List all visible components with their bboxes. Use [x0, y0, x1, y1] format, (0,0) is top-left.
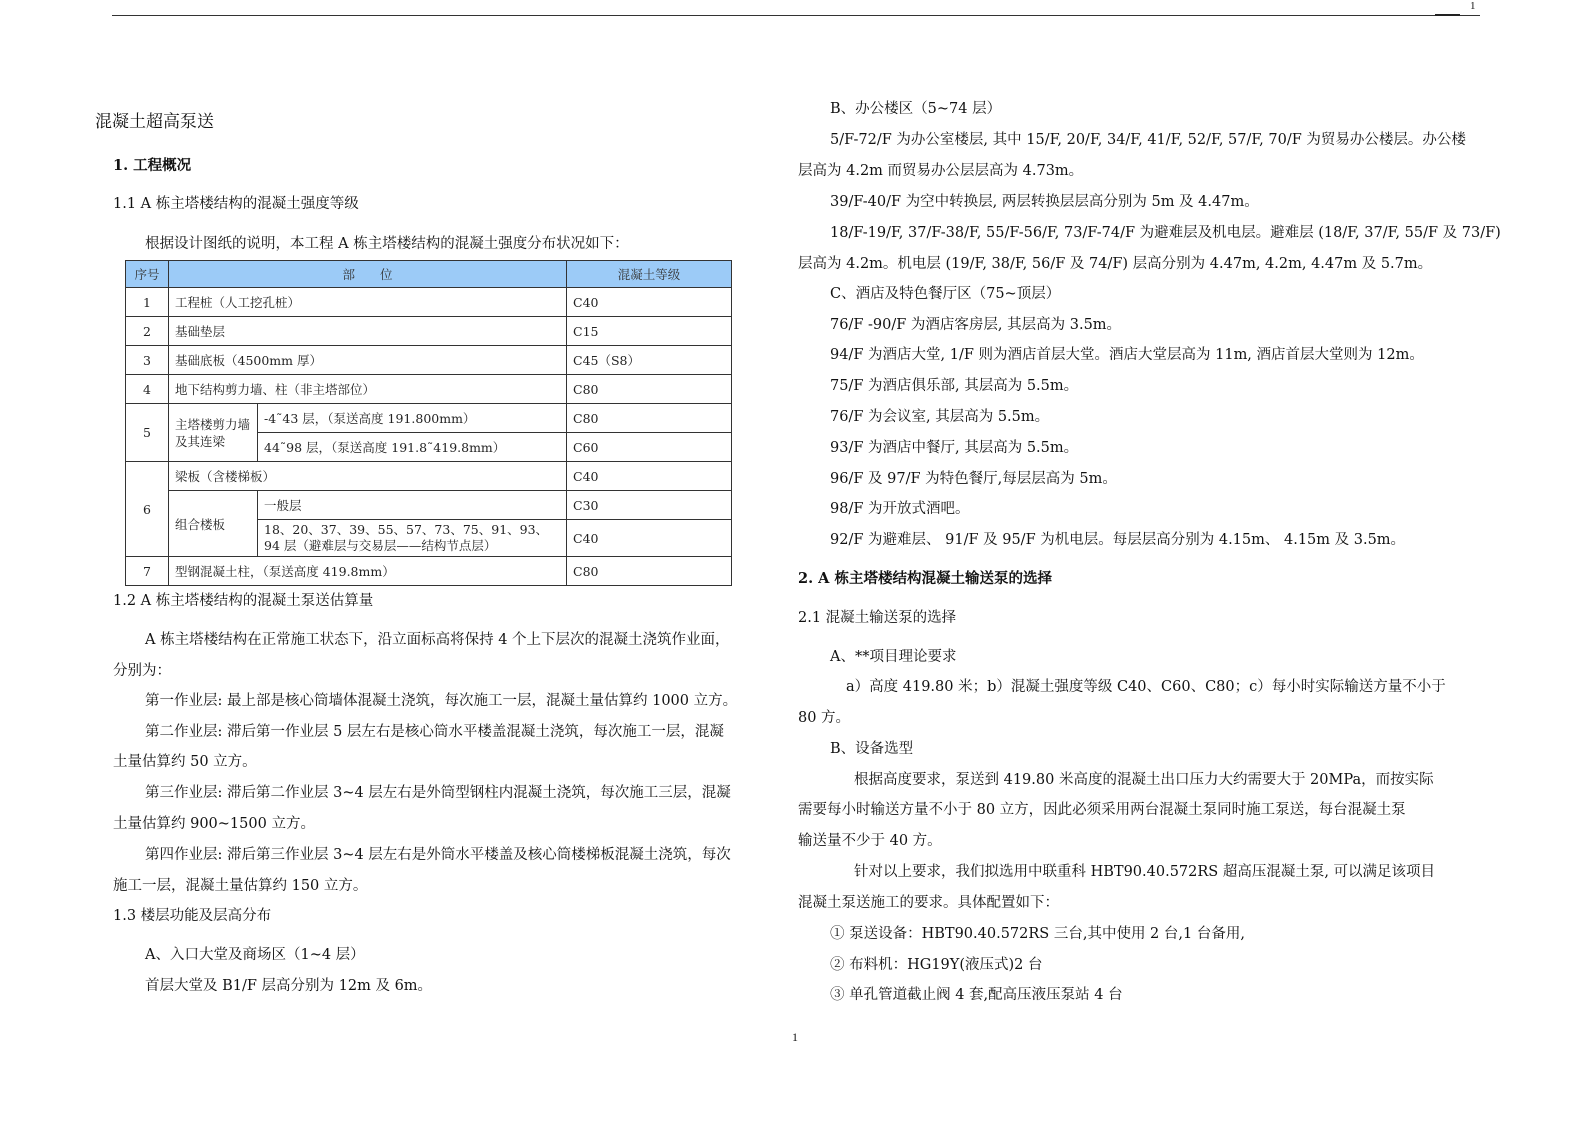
- cell-grade: C15: [567, 317, 732, 346]
- cell-group: 组合楼板: [169, 491, 258, 557]
- cell-no: 1: [126, 288, 169, 317]
- equipment-heading: B、设备选型: [830, 741, 914, 757]
- paragraph: 施工一层，混凝土量估算约 150 立方。: [113, 878, 368, 894]
- paragraph: 18/F-19/F, 37/F-38/F, 55/F-56/F, 73/F-74/F 为避难层及机电层。避难层 (18/F, 37/F, 55/F 及 73/F): [830, 225, 1501, 241]
- table-row: [126, 557, 732, 586]
- footer-page-number: 1: [792, 1030, 798, 1044]
- paragraph: 93/F 为酒店中餐厅, 其层高为 5.5m。: [830, 440, 1079, 456]
- table-row: [126, 375, 732, 404]
- paragraph: 层高为 4.2m。机电层 (19/F, 38/F, 56/F 及 74/F) 层高分别为 4.47m, 4.2m, 4.47m 及 5.7m。: [798, 256, 1433, 272]
- table-header-row: [126, 261, 732, 288]
- paragraph: 94/F 为酒店大堂, 1/F 则为酒店首层大堂。酒店大堂层高为 11m, 酒店首层大堂则为 12m。: [830, 347, 1424, 363]
- cell-no: 7: [126, 557, 169, 586]
- cell-no: 3: [126, 346, 169, 375]
- header-rule-mark: [1435, 14, 1460, 16]
- subsection-1-2-heading: 1.2 A 栋主塔楼结构的混凝土泵送估算量: [113, 593, 374, 609]
- table-header-no: 序号: [126, 261, 169, 288]
- cell-part: 基础垫层: [169, 317, 567, 346]
- paragraph: 根据设计图纸的说明，本工程 A 栋主塔楼结构的混凝土强度分布状况如下：: [145, 236, 629, 252]
- cell-part: 主塔楼剪力墙及其连梁: [169, 404, 258, 462]
- requirement-heading: A、**项目理论要求: [830, 649, 957, 665]
- cell-subpart: [258, 520, 567, 557]
- zone-a-heading: A、入口大堂及商场区（1~4 层）: [145, 947, 365, 963]
- cell-grade: C45（S8）: [567, 346, 732, 375]
- paragraph: 76/F 为会议室, 其层高为 5.5m。: [830, 409, 1050, 425]
- paragraph: 输送量不少于 40 方。: [798, 833, 942, 849]
- table-row: [126, 404, 732, 433]
- header-rule: [112, 15, 1480, 16]
- paragraph: 第三作业层: 滞后第二作业层 3~4 层左右是外筒型钢柱内混凝土浇筑，每次施工三层，混凝: [145, 785, 731, 801]
- paragraph: 第二作业层: 滞后第一作业层 5 层左右是核心筒水平楼盖混凝土浇筑，每次施工一层，混凝: [145, 724, 724, 740]
- table-row: [126, 346, 732, 375]
- section-1-heading: 1. 工程概况: [113, 157, 192, 174]
- cell-subpart: 44˜98 层，（泵送高度 191.8˜419.8mm）: [258, 433, 567, 462]
- table-header-grade: 混凝土等级: [567, 261, 732, 288]
- cell-part: 地下结构剪力墙、柱（非主塔部位）: [169, 375, 567, 404]
- config-list-item: ① 泵送设备：HBT90.40.572RS 三台,其中使用 2 台,1 台备用,: [830, 926, 1245, 942]
- paragraph: A 栋主塔楼结构在正常施工状态下，沿立面标高将保持 4 个上下层次的混凝土浇筑作业面，: [145, 632, 730, 648]
- table-row: [126, 288, 732, 317]
- paragraph: 96/F 及 97/F 为特色餐厅,每层层高为 5m。: [830, 471, 1117, 487]
- config-list-item: ② 布料机：HG19Y(液压式)2 台: [830, 957, 1043, 973]
- cell-part: 工程桩（人工挖孔桩）: [169, 288, 567, 317]
- paragraph: 土量估算约 50 立方。: [113, 754, 257, 770]
- cell-subpart-line: 18、20、37、39、55、57、73、75、91、93、: [264, 522, 549, 537]
- subsection-1-3-heading: 1.3 楼层功能及层高分布: [113, 908, 272, 924]
- paragraph: 76/F -90/F 为酒店客房层, 其层高为 3.5m。: [830, 317, 1122, 333]
- paragraph: a）高度 419.80 米；b）混凝土强度等级 C40、C60、C80；c）每小时实际输送方量不小于: [846, 679, 1446, 695]
- paragraph: 首层大堂及 B1/F 层高分别为 12m 及 6m。: [145, 978, 433, 994]
- cell-grade: C80: [567, 557, 732, 586]
- paragraph: 需要每小时输送方量不小于 80 立方，因此必须采用两台混凝土泵同时施工泵送，每台混凝土泵: [798, 802, 1406, 818]
- cell-grade: C80: [567, 375, 732, 404]
- paragraph: 75/F 为酒店俱乐部, 其层高为 5.5m。: [830, 378, 1079, 394]
- section-2-heading: 2. A 栋主塔楼结构混凝土输送泵的选择: [798, 570, 1052, 587]
- concrete-grade-table: [125, 260, 732, 586]
- paragraph: 混凝土泵送施工的要求。具体配置如下：: [798, 895, 1059, 911]
- cell-grade: C40: [567, 462, 732, 491]
- table-row: [126, 491, 732, 520]
- config-list-item: ③ 单孔管道截止阀 4 套,配高压液压泵站 4 台: [830, 987, 1123, 1003]
- table-row: [126, 317, 732, 346]
- subsection-2-1-heading: 2.1 混凝土输送泵的选择: [798, 610, 957, 626]
- cell-no: 5: [126, 404, 169, 462]
- paragraph: 80 方。: [798, 710, 851, 726]
- cell-part: 基础底板（4500mm 厚）: [169, 346, 567, 375]
- header-page-number: 1: [1470, 0, 1476, 12]
- paragraph: 土量估算约 900~1500 立方。: [113, 816, 315, 832]
- cell-grade: C80: [567, 404, 732, 433]
- subsection-1-1-heading: 1.1 A 栋主塔楼结构的混凝土强度等级: [113, 196, 359, 212]
- cell-grade: C40: [567, 288, 732, 317]
- cell-grade: C60: [567, 433, 732, 462]
- document-title: 混凝土超高泵送: [95, 112, 214, 132]
- paragraph: 根据高度要求，泵送到 419.80 米高度的混凝土出口压力大约需要大于 20MPa，而按实际: [854, 772, 1434, 788]
- table-header-part: 部 位: [169, 261, 567, 288]
- paragraph: 5/F-72/F 为办公室楼层, 其中 15/F, 20/F, 34/F, 41/F, 52/F, 57/F, 70/F 为贸易办公楼层。办公楼: [830, 132, 1466, 148]
- paragraph: 层高为 4.2m 而贸易办公层层高为 4.73m。: [798, 163, 1084, 179]
- cell-subpart: -4˜43 层，（泵送高度 191.800mm）: [258, 404, 567, 433]
- cell-subpart: 一般层: [258, 491, 567, 520]
- paragraph: 98/F 为开放式酒吧。: [830, 501, 970, 517]
- paragraph: 针对以上要求，我们拟选用中联重科 HBT90.40.572RS 超高压混凝土泵, 可以满足该项目: [854, 864, 1436, 880]
- cell-part: 梁板（含楼梯板）: [169, 462, 567, 491]
- cell-no: 4: [126, 375, 169, 404]
- cell-subpart-line: 94 层（避难层与交易层——结构节点层）: [264, 538, 497, 553]
- zone-c-heading: C、酒店及特色餐厅区（75~顶层）: [830, 286, 1061, 302]
- cell-part: 型钢混凝土柱，（泵送高度 419.8mm）: [169, 557, 567, 586]
- cell-grade: C40: [567, 520, 732, 557]
- paragraph: 第一作业层: 最上部是核心筒墙体混凝土浇筑，每次施工一层，混凝土量估算约 1000 立方。: [145, 693, 738, 709]
- table-row: [126, 462, 732, 491]
- paragraph: 39/F-40/F 为空中转换层, 两层转换层层高分别为 5m 及 4.47m。: [830, 194, 1259, 210]
- paragraph: 92/F 为避难层、 91/F 及 95/F 为机电层。每层层高分别为 4.15m、 4.15m 及 3.5m。: [830, 532, 1406, 548]
- paragraph: 第四作业层: 滞后第三作业层 3~4 层左右是外筒水平楼盖及核心筒楼梯板混凝土浇筑，每次: [145, 847, 731, 863]
- paragraph: 分别为：: [113, 663, 171, 679]
- cell-no: 6: [126, 462, 169, 557]
- zone-b-heading: B、办公楼区（5~74 层）: [830, 101, 1002, 117]
- cell-no: 2: [126, 317, 169, 346]
- cell-grade: C30: [567, 491, 732, 520]
